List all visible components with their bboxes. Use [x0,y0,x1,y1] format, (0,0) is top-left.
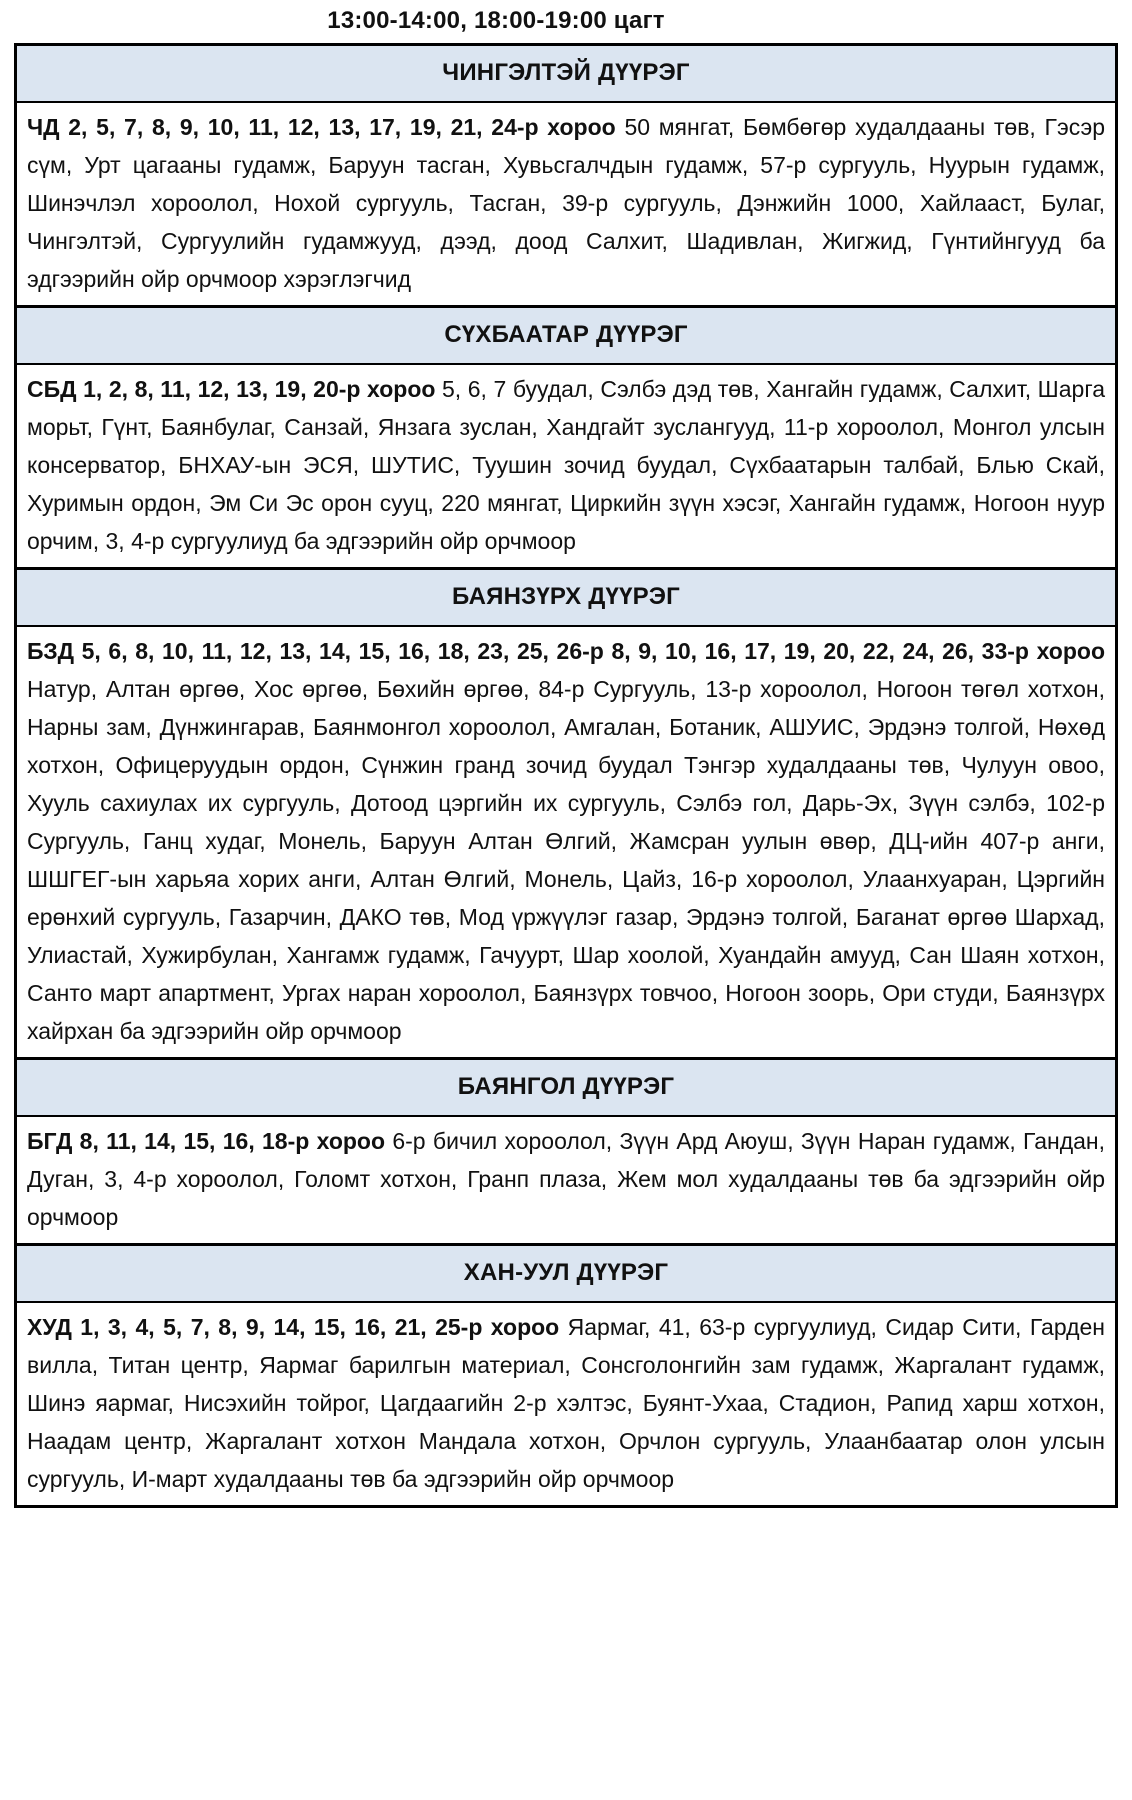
area-list-khan-uul: Яармаг, 41, 63-р сургуулиуд, Сидар Сити, Гарден вилла, Титан центр, Яармаг барилгын материал, Сонсголонгийн зам гудамж, Жаргалант гудамж, Шинэ яармаг, Нисэхийн тойрог, Цагдаагийн 2-р хэлтэс, Буянт-Ухаа, Стадион, Рапид харш хотхон, Наадам центр, Жаргалант хотхон Мандала хотхон, Орчлон сургууль, Улаанбаатар олон улсын сургууль, И-март худалдааны төв ба эдгээрийн ойр орчмоор [27,1314,1105,1492]
khoroo-list-khan-uul: ХУД 1, 3, 4, 5, 7, 8, 9, 14, 15, 16, 21, 25-р хороо [27,1314,560,1340]
section-body-sukhbaatar [17,365,1115,567]
area-list-bayanzurkh: Натур, Алтан өргөө, Хос өргөө, Бөхийн өргөө, 84-р Сургууль, 13-р хороолол, Ногоон төгөл хотхон, Нарны зам, Дүнжингарав, Баянмонгол хороолол, Амгалан, Ботаник, АШУИС, Эрдэнэ толгой, Нөхөд хотхон, Офицеруудын ордон, Сүнжин гранд зочид буудал Тэнгэр худалдааны төв, Чулуун овоо, Хууль сахиулах их сургууль, Дотоод цэргийн их сургууль, Сэлбэ гол, Дарь-Эх, Зүүн сэлбэ, 102-р Сургууль, Ганц худаг, Монель, Баруун Алтан Өлгий, Жамсран уулын өвөр, ДЦ-ийн 407-р анги, ШШГЕГ-ын харьяа хорих анги, Алтан Өлгий, Монель, Цайз, 16-р хороолол, Улаанхуаран, Цэргийн ерөнхий сургууль, Газарчин, ДАКО төв, Мод үржүүлэг газар, Эрдэнэ толгой, Баганат өргөө Шархад, Улиастай, Хужирбулан, Хангамж гудамж, Гачуурт, Шар хоолой, Хуандайн амууд, Сан Шаян хотхон, Санто март апартмент, Ургах наран хороолол, Баянзүрх товчоо, Ногоон зоорь, Ори студи, Баянзүрх хайрхан ба эдгээрийн ойр орчмоор [27,676,1105,1044]
area-list-bayangol: 6-р бичил хороолол, Зүүн Ард Аюуш, Зүүн Наран гудамж, Гандан, Дуган, 3, 4-р хороолол, Голомт хотхон, Гранп плаза, Жем мол худалдааны төв ба эдгээрийн ойр орчмоор [27,1128,1105,1230]
page-title: 13:00-14:00, 18:00-19:00 цагт [327,7,665,34]
section-body-chingeltei [17,103,1115,305]
section-header-bayangol: БАЯНГОЛ ДҮҮРЭГ [17,1057,1115,1117]
section-body-bayangol [17,1117,1115,1243]
section-header-bayanzurkh: БАЯНЗҮРХ ДҮҮРЭГ [17,567,1115,627]
khoroo-list-bayangol: БГД 8, 11, 14, 15, 16, 18-р хороо [27,1128,386,1154]
section-bayanzurkh [17,567,1115,1057]
khoroo-list-sukhbaatar: СБД 1, 2, 8, 11, 12, 13, 19, 20-р хороо [27,376,436,402]
section-bayangol [17,1057,1115,1243]
area-list-sukhbaatar: 5, 6, 7 буудал, Сэлбэ дэд төв, Хангайн гудамж, Салхит, Шарга морьт, Гүнт, Баянбулаг, Санзай, Янзага зуслан, Хандгайт зуслангууд, 11-р хороолол, Монгол улсын консерватор, БНХАУ-ын ЭСЯ, ШУТИС, Туушин зочид буудал, Сүхбаатарын талбай, Блью Скай, Хуримын ордон, Эм Си Эс орон сууц, 220 мянгат, Циркийн зүүн хэсэг, Хангайн гудамж, Ногоон нуур орчим, 3, 4-р сургуулиуд ба эдгээрийн ойр орчмоор [27,376,1105,554]
section-body-khan-uul [17,1303,1115,1505]
section-header-sukhbaatar: СҮХБААТАР ДҮҮРЭГ [17,305,1115,365]
district-schedule-table [14,43,1118,1508]
section-khan-uul [17,1243,1115,1505]
section-sukhbaatar [17,305,1115,567]
section-header-chingeltei: ЧИНГЭЛТЭЙ ДҮҮРЭГ [17,46,1115,103]
khoroo-list-bayanzurkh: БЗД 5, 6, 8, 10, 11, 12, 13, 14, 15, 16, 18, 23, 25, 26-р 8, 9, 10, 16, 17, 19, 20, 22, 24, 26, 33-р хороо [27,638,1105,664]
section-chingeltei [17,46,1115,305]
section-header-khan-uul: ХАН-УУЛ ДҮҮРЭГ [17,1243,1115,1303]
section-body-bayanzurkh [17,627,1115,1057]
area-list-chingeltei: 50 мянгат, Бөмбөгөр худалдааны төв, Гэсэр сүм, Урт цагааны гудамж, Баруун тасган, Хувьсгалчдын гудамж, 57-р сургууль, Нуурын гудамж, Шинэчлэл хороолол, Нохой сургууль, Тасган, 39-р сургууль, Дэнжийн 1000, Хайлааст, Булаг, Чингэлтэй, Сургуулийн гудамжууд, дээд, доод Салхит, Шадивлан, Жигжид, Гүнтийнгууд ба эдгээрийн ойр орчмоор хэрэглэгчид [27,114,1105,292]
khoroo-list-chingeltei: ЧД 2, 5, 7, 8, 9, 10, 11, 12, 13, 17, 19, 21, 24-р хороо [27,114,616,140]
